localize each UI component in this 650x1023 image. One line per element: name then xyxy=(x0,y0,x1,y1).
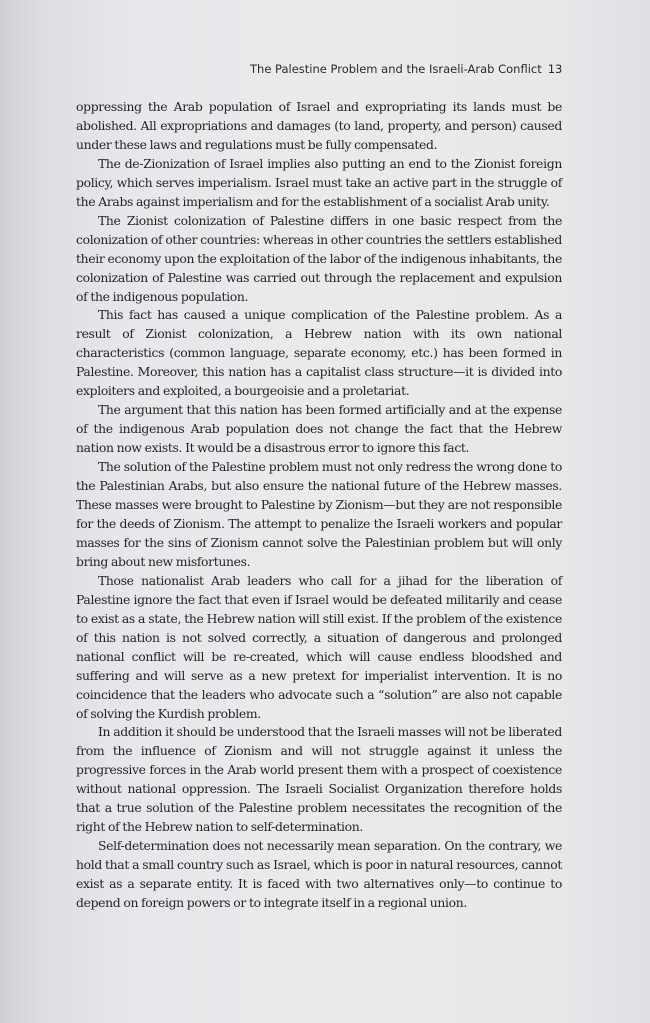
paragraph: The argument that this nation has been formed artificially and at the expense of the indigenous Arab population does not change the fact that the Hebrew nation now exists. It would be a disastrous error to ignore this fact. xyxy=(76,402,562,456)
paragraph: The de-Zionization of Israel implies also putting an end to the Zionist foreign policy, which serves imperialism. Israel must take an active part in the struggle of the Arabs against imperialism and for the establishment of a socialist Arab unity. xyxy=(76,155,562,209)
page-number: 13 xyxy=(547,62,563,76)
paragraph: In addition it should be understood that the Israeli masses will not be liberated from the influence of Zionism and will not struggle against it unless the progressive forces in the Arab world present them with a prospect of coexistence without national oppression. The Israeli Socialist Organization therefore holds that a true solution of the Palestine problem necessitates the recognition of the right of the Hebrew nation to self-determination. xyxy=(76,724,562,835)
running-title: The Palestine Problem and the Israeli-Arab Conflict xyxy=(250,62,542,76)
body-text xyxy=(76,98,562,913)
paragraph: Those nationalist Arab leaders who call for a jihad for the liberation of Palestine ignore the fact that even if Israel would be defeated militarily and cease to exist as a state, the Hebrew nation will still exist. If the problem of the existence of this nation is not solved correctly, a situation of dangerous and prolonged national conflict will be re-created, which will cause endless bloodshed and suffering and will serve as a new pretext for imperialist intervention. It is no coincidence that the leaders who advocate such a “solution” are also not capable of solving the Kurdish problem. xyxy=(76,572,562,721)
paragraph: The Zionist colonization of Palestine differs in one basic respect from the colonization of other countries: whereas in other countries the settlers established their economy upon the exploitation of the labor of the indigenous inhabitants, the colonization of Palestine was carried out through the replacement and expulsion of the indigenous population. xyxy=(76,212,562,304)
paragraph: This fact has caused a unique complication of the Palestine problem. As a result of Zionist colonization, a Hebrew nation with its own national characteristics (common language, separate economy, etc.) has been formed in Palestine. Moreover, this nation has a capitalist class structure—it is divided into exploiters and exploited, a bourgeoisie and a proletariat. xyxy=(76,307,562,399)
paragraph: The solution of the Palestine problem must not only redress the wrong done to the Palestinian Arabs, but also ensure the national future of the Hebrew masses. These masses were brought to Palestine by Zionism—but they are not responsible for the deeds of Zionism. The attempt to penalize the Israeli workers and popular masses for the sins of Zionism cannot solve the Palestinian problem but will only bring about new misfortunes. xyxy=(76,459,562,569)
paragraph: oppressing the Arab population of Israel and expropriating its lands must be abolished. All expropriations and damages (to land, property, and person) caused under these laws and regulations must be fully compensated. xyxy=(76,99,562,152)
running-header xyxy=(250,62,562,76)
paragraph: Self-determination does not necessarily mean separation. On the contrary, we hold that a small country such as Israel, which is poor in natural resources, cannot exist as a separate entity. It is faced with two alternatives only—to continue to depend on foreign powers or to integrate itself in a regional union. xyxy=(76,838,562,911)
